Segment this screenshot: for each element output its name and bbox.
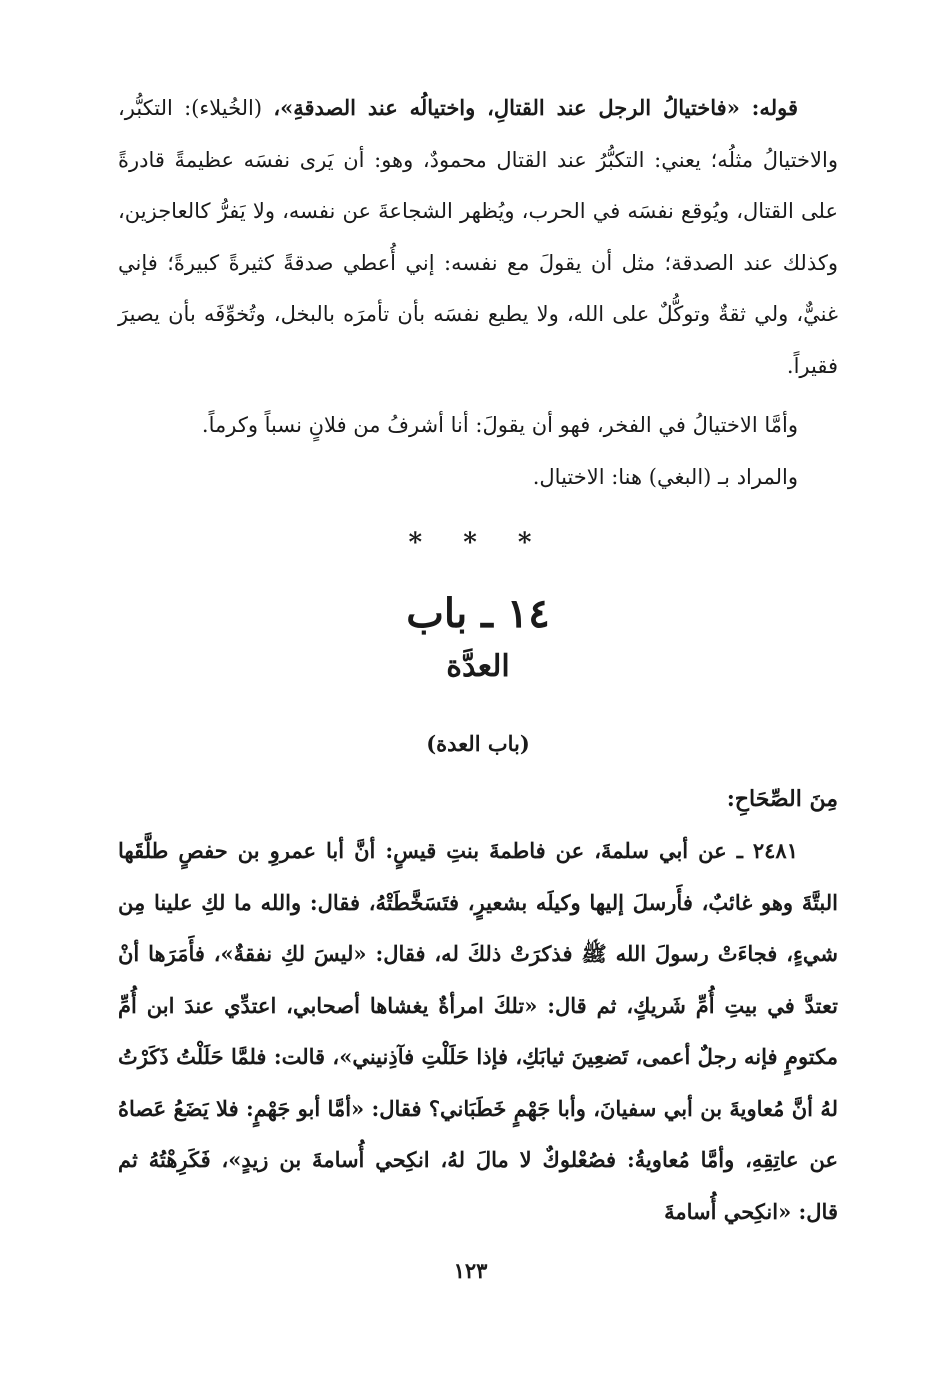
chapter-title: العدَّة [446, 649, 510, 684]
commentary-explanation: (الخُيلاء): التكبُّر، والاختيالُ مثلُه؛ يعني: التكبُّرُ عند القتال محمودٌ، وهو: أن يَرى نفسَه عظيمةً قادرةً على القتال، ويُوقع نفسَه في الحرب، ويُظهر الشجاعةَ عن نفسه، ولا يَفرُّ كالعاجزين، وكذلك عند الصدقة؛ مثل أن يقولَ مع نفسه: إني أُعطي صدقةً كثيرةً كبيرةً؛ فإني غنيٌّ، ولي ثقةٌ وتوكُّلٌ على الله، ولا يطيع نفسَه بأن تأمرَه بالبخل، وتُخوِّفَه بأن يصيرَ فقيراً. [118, 96, 838, 378]
commentary-paragraph-baghy: والمراد بـ (البغي) هنا: الاختيال. [532, 464, 798, 489]
chapter-number: ١٤ ـ باب [406, 590, 550, 637]
section-label: مِنَ الصِّحَاحِ: [726, 786, 838, 812]
commentary-paragraph-pride: وأمَّا الاختيالُ في الفخر، فهو أن يقولَ: أنا أشرفُ من فلانٍ نسباً وكرماً. [201, 413, 798, 437]
chapter-sub-heading: (باب العدة) [426, 731, 530, 756]
section-separator: * * * [408, 528, 548, 558]
hadith-text: ٢٤٨١ ـ عن أبي سلمةَ، عن فاطمةَ بنتِ قيسٍ: أنَّ أبا عمروِ بن حفصٍ طلَّقَها البتَّةَ وهو غائبٌ، فأَرسلَ إليها وكيلَه بشعيرٍ، فتَسَخَّطَتْهُ، فقال: والله ما لكِ علينا مِن شيءٍ، فجاءَتْ رسولَ الله ﷺ فذكرَتْ ذلكَ له، فقال: «ليسَ لكِ نفقةٌ»، فأَمَرَها أنْ تعتدَّ في بيتِ أُمِّ شَريكٍ، ثم قال: «تلكَ امرأةٌ يغشاها أصحابي، اعتدِّي عندَ ابن أُمِّ مكتومٍ فإنه رجلٌ أعمى، تَضعِينَ ثيابَكِ، فإذا حَلَلْتِ فآذِنيني»، قالت: فلمَّا حَلَلْتُ ذَكَرْتُ لهُ أنَّ مُعاويةَ بن أبي سفيانَ، وأبا جَهْمٍ خَطَبَاني؟ فقال: «أمَّا أبو جَهْمٍ: فلا يَضَعُ عَصاهُ عن عاتِقِهِ، وأمَّا مُعاويةُ: فصُعْلوكٌ لا مالَ لهُ، انكِحي أُسامةَ بن زيدٍ»، فَكَرِهْتُهُ ثم قال: «انكِحي أُسامةَ [118, 838, 838, 1224]
commentary-quote: قوله: «فاختيالُ الرجل عند القتالِ، واختيالُه عند الصدقةِ»، [273, 95, 798, 120]
page-body [118, 82, 838, 1237]
page-number: ١٢٣ [453, 1258, 488, 1283]
commentary-paragraph [118, 82, 838, 392]
